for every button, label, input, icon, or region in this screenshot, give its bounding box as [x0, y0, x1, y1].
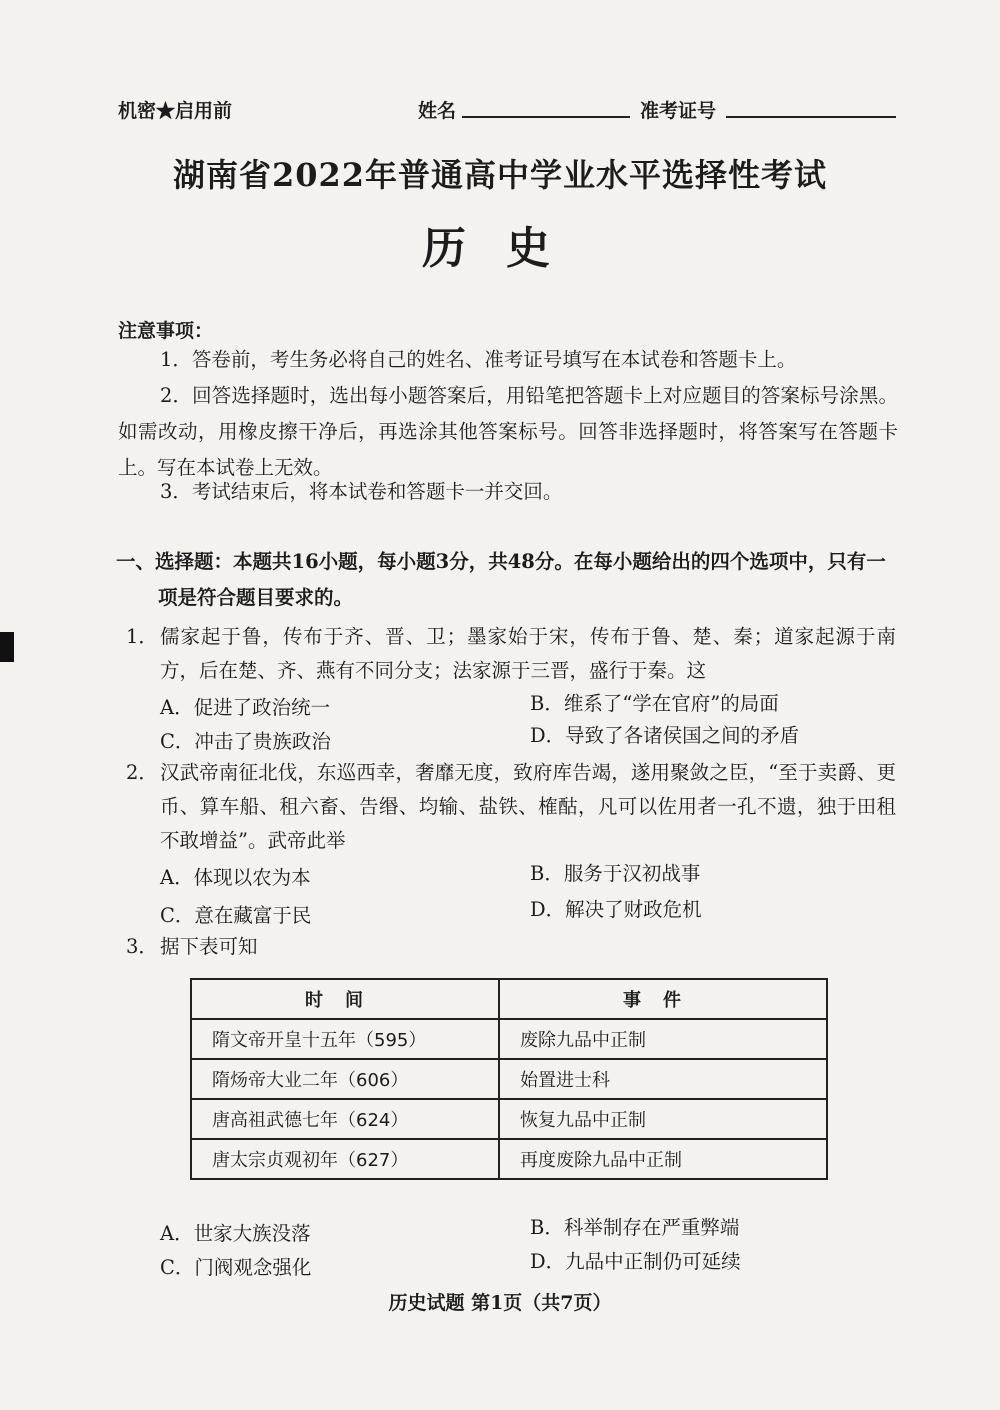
table-cell-event: 再度废除九品中正制: [499, 1139, 827, 1179]
option-a: A．促进了政治统一: [160, 696, 331, 719]
note-item: 1．答卷前，考生务必将自己的姓名、准考证号填写在本试卷和答题卡上。: [160, 348, 797, 371]
question-stem: 汉武帝南征北伐，东巡西幸，奢靡无度，致府库告竭，遂用聚敛之臣，“至于卖爵、更币、算车船、租六畜、告缗、均输、盐铁、榷酤，凡可以佐用者一孔不遗，独于田租不敢增益”。武帝此举: [160, 761, 896, 852]
question-stem: 据下表可知: [160, 935, 258, 958]
table-cell-event: 始置进士科: [499, 1059, 827, 1099]
question-3: [126, 930, 896, 964]
option-b: B．科举制存在严重弊端: [530, 1216, 740, 1239]
question-number: 2．: [126, 761, 158, 784]
scan-edge-mark: [0, 632, 14, 662]
confidential-label: 机密★启用前: [118, 100, 233, 122]
table-cell-event: 恢复九品中正制: [499, 1099, 827, 1139]
option-c: C．意在藏富于民: [160, 904, 312, 927]
table-row: [191, 1019, 827, 1059]
option-b: B．维系了“学在官府”的局面: [530, 692, 779, 715]
option-a: A．世家大族没落: [160, 1222, 311, 1245]
table-row: [191, 1059, 827, 1099]
section-heading: [116, 544, 896, 616]
option-a: A．体现以农为本: [160, 866, 311, 889]
exam-id-label: 准考证号: [640, 100, 717, 122]
option-d: D．九品中正制仍可延续: [530, 1250, 741, 1273]
option-c: C．冲击了贵族政治: [160, 730, 331, 753]
option-d: D．解决了财政危机: [530, 898, 702, 921]
note-item: 3．考试结束后，将本试卷和答题卡一并交回。: [160, 480, 563, 503]
exam-id-blank: [726, 94, 896, 118]
question-1: [126, 620, 896, 688]
table-row: [191, 1139, 827, 1179]
question-2: [126, 756, 896, 858]
table-cell-time: 唐太宗贞观初年（627）: [191, 1139, 499, 1179]
question-number: 3．: [126, 935, 158, 958]
subject-title: 历史: [422, 223, 590, 274]
exam-header: [0, 92, 1000, 128]
table-cell-time: 隋炀帝大业二年（606）: [191, 1059, 499, 1099]
note-item: 2．回答选择题时，选出每小题答案后，用铅笔把答题卡上对应题目的答案标号涂黑。如需改动，用橡皮擦干净后，再选涂其他答案标号。回答非选择题时，将答案写在答题卡上。写在本试卷上无效。: [118, 384, 898, 479]
option-c: C．门阀观念强化: [160, 1256, 312, 1279]
events-table: [190, 978, 828, 1180]
question-number: 1．: [126, 625, 158, 648]
notes-heading: 注意事项：: [118, 320, 214, 342]
name-blank: [462, 94, 630, 118]
exam-title: 湖南省2022年普通高中学业水平选择性考试: [172, 156, 828, 194]
section-heading-text: 一、选择题：本题共16小题，每小题3分，共48分。在每小题给出的四个选项中，只有一项是符合题目要求的。: [116, 550, 886, 609]
table-cell-time: 隋文帝开皇十五年（595）: [191, 1019, 499, 1059]
table-row: [191, 1099, 827, 1139]
table-header-row: [191, 979, 827, 1019]
option-b: B．服务于汉初战事: [530, 862, 701, 885]
name-label: 姓名: [418, 100, 457, 122]
table-cell-event: 废除九品中正制: [499, 1019, 827, 1059]
page-footer: 历史试题 第1页（共7页）: [388, 1292, 612, 1314]
column-header-time: 时间: [191, 979, 499, 1019]
column-header-event: 事件: [499, 979, 827, 1019]
question-stem: 儒家起于鲁，传布于齐、晋、卫；墨家始于宋，传布于鲁、楚、秦；道家起源于南方，后在楚、齐、燕有不同分支；法家源于三晋，盛行于秦。这: [160, 625, 896, 682]
table-cell-time: 唐高祖武德七年（624）: [191, 1099, 499, 1139]
option-d: D．导致了各诸侯国之间的矛盾: [530, 724, 800, 747]
